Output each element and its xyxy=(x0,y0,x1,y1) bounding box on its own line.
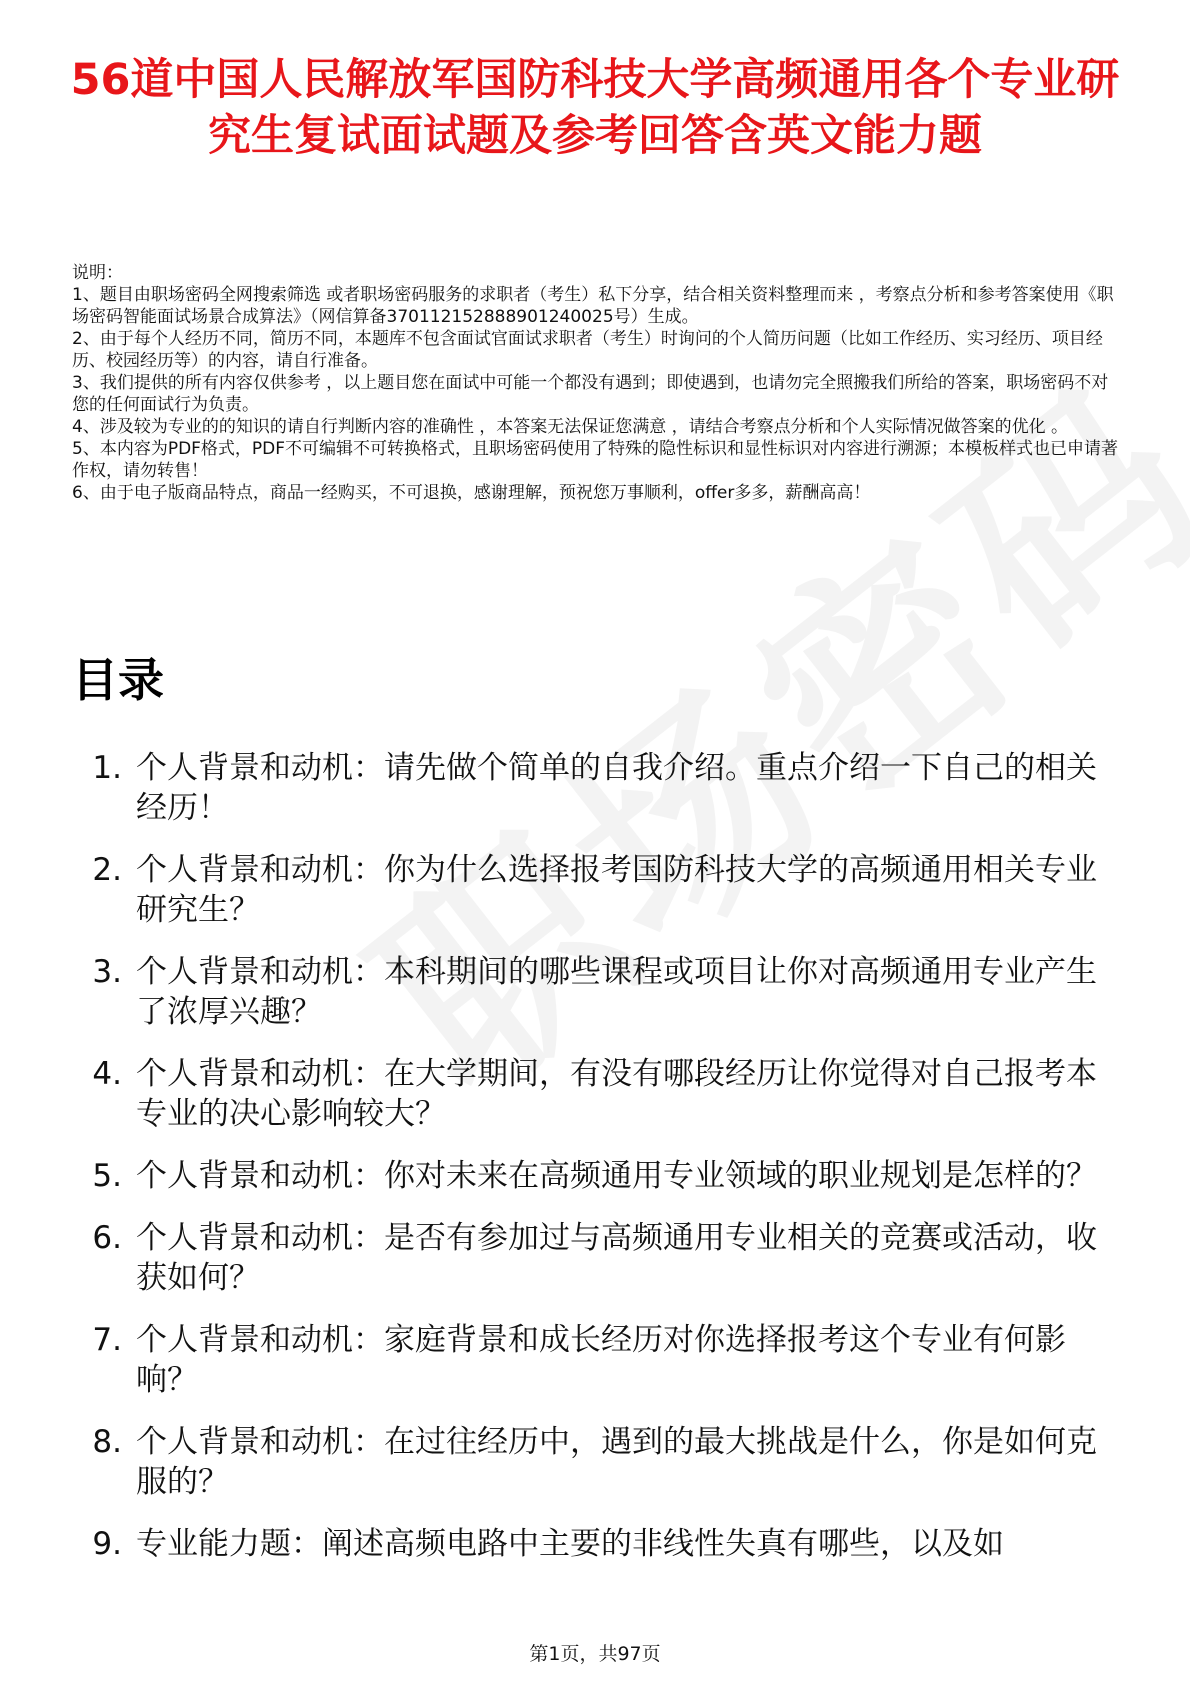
toc-item-text: 个人背景和动机：你对未来在高频通用专业领域的职业规划是怎样的？ xyxy=(136,1158,1097,1194)
notes-item-5: 5、本内容为PDF格式，PDF不可编辑不可转换格式，且职场密码使用了特殊的隐性标识和显性标识对内容进行溯源；本模板样式也已申请著作权，请勿转售！ xyxy=(72,439,1119,481)
notes-item-2: 2、由于每个人经历不同，简历不同，本题库不包含面试官面试求职者（考生）时询问的个人简历问题（比如工作经历、实习经历、项目经历、校园经历等）的内容，请自行准备。 xyxy=(72,329,1103,371)
toc-item[interactable] xyxy=(72,1218,1117,1298)
toc-item-text: 个人背景和动机：请先做个简单的自我介绍。重点介绍一下自己的相关经历！ xyxy=(136,750,1097,826)
toc-item[interactable] xyxy=(72,850,1117,930)
toc-item[interactable] xyxy=(72,748,1117,828)
toc-item-number: 9. xyxy=(92,1526,122,1562)
toc-item-text: 个人背景和动机：在过往经历中，遇到的最大挑战是什么，你是如何克服的？ xyxy=(136,1424,1097,1500)
toc-item[interactable] xyxy=(72,952,1117,1032)
toc-item[interactable] xyxy=(72,1054,1117,1134)
notes-heading: 说明： xyxy=(72,263,123,283)
toc-item[interactable] xyxy=(72,1156,1117,1196)
toc-item-number: 2. xyxy=(92,852,122,888)
notes-section xyxy=(72,262,1122,504)
notes-item-4: 4、涉及较为专业的的知识的请自行判断内容的准确性 ，本答案无法保证您满意 ，请结合考察点分析和个人实际情况做答案的优化 。 xyxy=(72,417,1069,437)
toc-item-number: 5. xyxy=(92,1158,122,1194)
toc-item-number: 6. xyxy=(92,1220,122,1256)
toc-item[interactable] xyxy=(72,1422,1117,1502)
toc-item-number: 3. xyxy=(92,954,122,990)
toc-item-number: 1. xyxy=(92,750,122,786)
notes-item-6: 6、由于电子版商品特点，商品一经购买，不可退换，感谢理解，预祝您万事顺利，offer多多，薪酬高高！ xyxy=(72,483,871,503)
toc-item-number: 4. xyxy=(92,1056,122,1092)
toc-item-text: 个人背景和动机：你为什么选择报考国防科技大学的高频通用相关专业研究生？ xyxy=(136,852,1097,928)
notes-item-1: 1、题目由职场密码全网搜索筛选 或者职场密码服务的求职者（考生）私下分享，结合相关资料整理而来 ，考察点分析和参考答案使用《职场密码智能面试场景合成算法》（网信算备370112152888901240025号）生成。 xyxy=(72,285,1114,327)
page-footer: 第1页，共97页 xyxy=(529,1643,661,1665)
toc-item-text: 个人背景和动机：本科期间的哪些课程或项目让你对高频通用专业产生了浓厚兴趣？ xyxy=(136,954,1097,1030)
toc-item[interactable] xyxy=(72,1524,1117,1564)
toc-item-text: 个人背景和动机：是否有参加过与高频通用专业相关的竞赛或活动，收获如何？ xyxy=(136,1220,1097,1296)
document-title: 56道中国人民解放军国防科技大学高频通用各个专业研究生复试面试题及参考回答含英文能力题 xyxy=(70,55,1120,161)
toc-item[interactable] xyxy=(72,1320,1117,1400)
toc-list xyxy=(72,748,1117,1586)
toc-item-number: 7. xyxy=(92,1322,122,1358)
toc-item-text: 个人背景和动机：在大学期间，有没有哪段经历让你觉得对自己报考本专业的决心影响较大？ xyxy=(136,1056,1097,1132)
toc-heading: 目录 xyxy=(72,653,164,707)
notes-item-3: 3、我们提供的所有内容仅供参考 ，以上题目您在面试中可能一个都没有遇到；即使遇到，也请勿完全照搬我们所给的答案，职场密码不对您的任何面试行为负责。 xyxy=(72,373,1109,415)
toc-item-text: 专业能力题：阐述高频电路中主要的非线性失真有哪些，以及如 xyxy=(136,1526,1004,1562)
toc-item-number: 8. xyxy=(92,1424,122,1460)
toc-item-text: 个人背景和动机：家庭背景和成长经历对你选择报考这个专业有何影响？ xyxy=(136,1322,1066,1398)
